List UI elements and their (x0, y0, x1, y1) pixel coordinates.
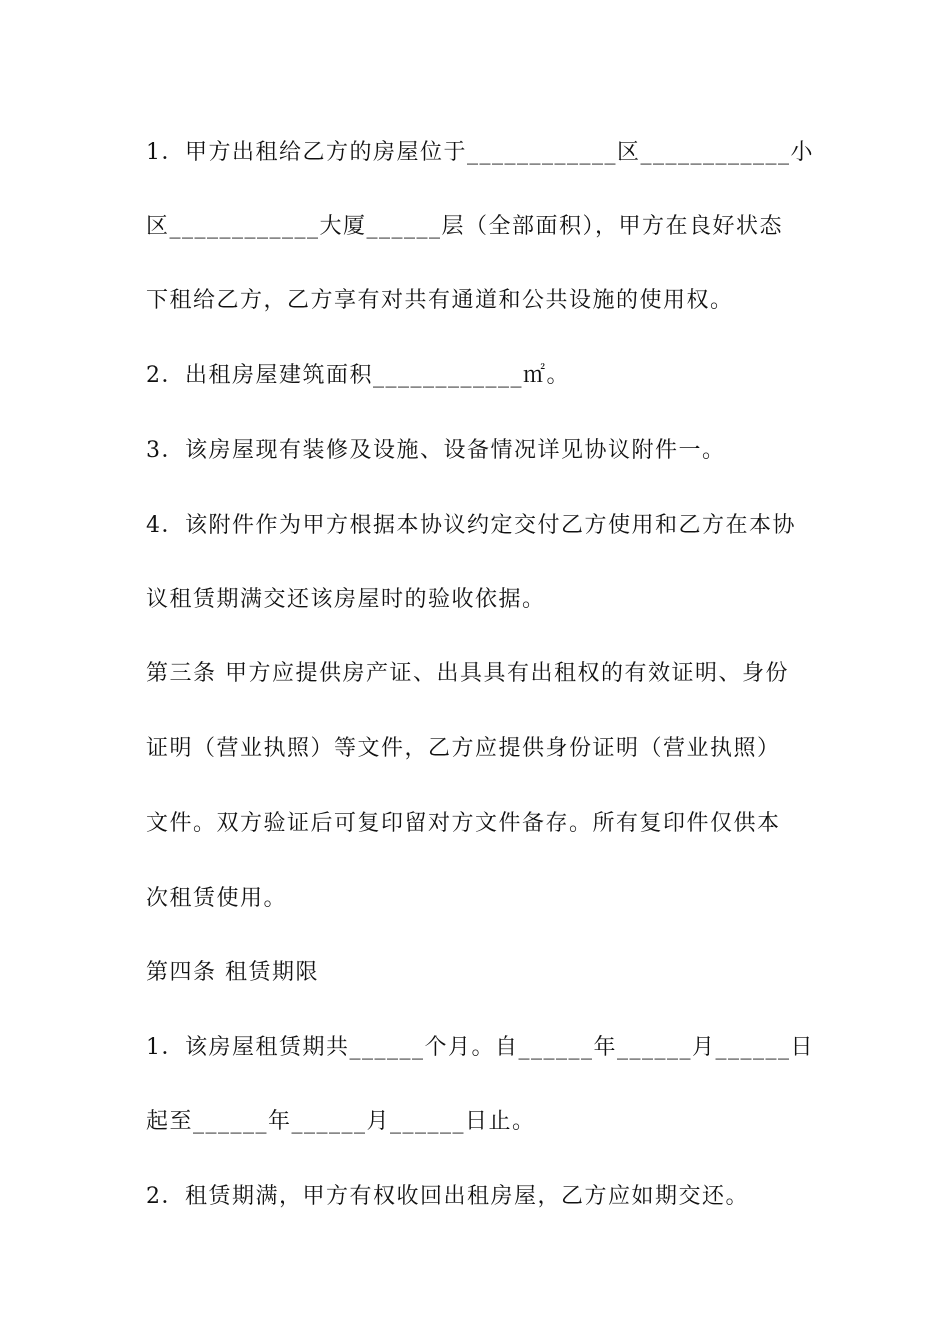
article-3-line-2: 证明（营业执照）等文件，乙方应提供身份证明（营业执照） (146, 736, 781, 761)
clause-3-line: 3．该房屋现有装修及设施、设备情况详见协议附件一。 (146, 438, 726, 463)
term-clause-2-line: 2．租赁期满，甲方有权收回出租房屋，乙方应如期交还。 (146, 1184, 749, 1209)
term-clause-1-line-2: 起至______年______月______日止。 (146, 1109, 536, 1134)
term-clause-1-line-1: 1．该房屋租赁期共______个月。自______年______月______日 (146, 1035, 814, 1060)
article-3-line-4: 次租赁使用。 (146, 886, 288, 911)
clause-4-line-1: 4．该附件作为甲方根据本协议约定交付乙方使用和乙方在本协 (146, 513, 796, 538)
clause-1-line-2: 区____________大厦______层（全部面积），甲方在良好状态 (146, 214, 784, 239)
clause-2-line: 2．出租房屋建筑面积____________㎡。 (146, 363, 570, 388)
clause-1-line-1: 1．甲方出租给乙方的房屋位于____________区____________小 (146, 140, 814, 165)
article-3-line-1: 第三条 甲方应提供房产证、出具具有出租权的有效证明、身份 (146, 661, 789, 686)
article-3-line-3: 文件。双方验证后可复印留对方文件备存。所有复印件仅供本 (146, 811, 781, 836)
clause-4-line-2: 议租赁期满交还该房屋时的验收依据。 (146, 587, 546, 612)
clause-1-line-3: 下租给乙方，乙方享有对共有通道和公共设施的使用权。 (146, 288, 734, 313)
article-4-heading: 第四条 租赁期限 (146, 960, 319, 985)
